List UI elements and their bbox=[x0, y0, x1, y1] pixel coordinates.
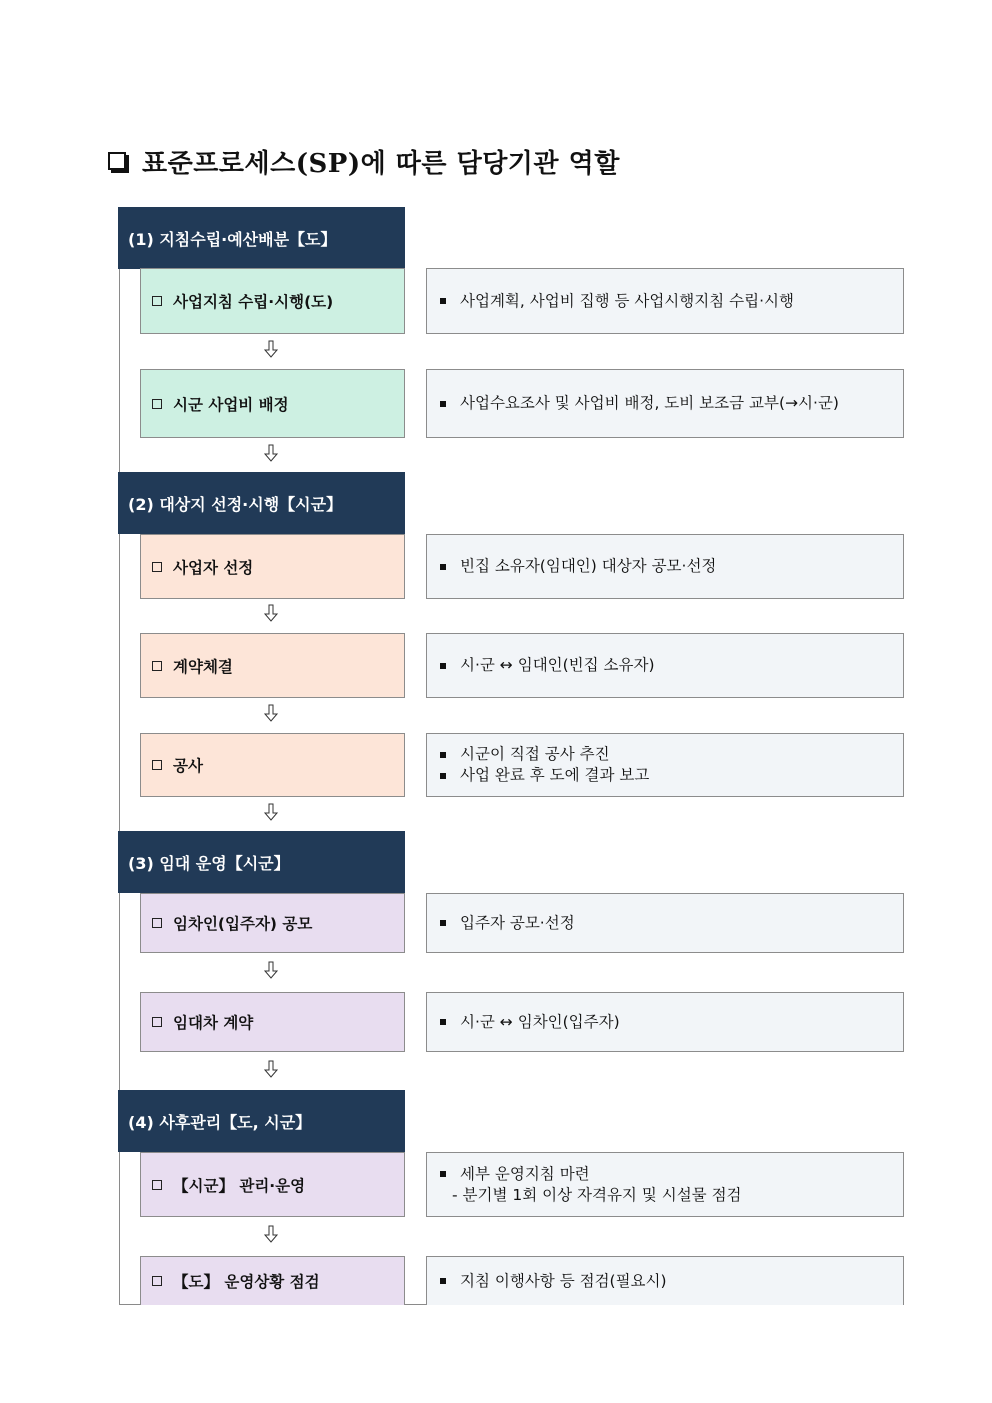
description-subtext: - 분기별 1회 이상 자격유지 및 시설물 점검 bbox=[452, 1185, 742, 1204]
down-arrow-icon bbox=[263, 803, 279, 821]
description-box bbox=[426, 1256, 904, 1305]
square-icon bbox=[152, 296, 162, 306]
checkbox-icon bbox=[108, 152, 126, 170]
square-icon bbox=[152, 1180, 162, 1190]
description-box bbox=[426, 1152, 904, 1217]
down-arrow-icon bbox=[263, 961, 279, 979]
description-text: 시군이 직접 공사 추진 bbox=[460, 745, 610, 763]
step-label: 공사 bbox=[173, 757, 203, 775]
step-box bbox=[140, 369, 405, 438]
stage-header-4: (4) 사후관리【도, 시군】 bbox=[118, 1090, 405, 1152]
square-icon bbox=[152, 661, 162, 671]
step-label: 【도】 운영상황 점검 bbox=[173, 1273, 320, 1291]
description-text: 사업 완료 후 도에 결과 보고 bbox=[460, 766, 650, 784]
description-text: 입주자 공모·선정 bbox=[460, 913, 575, 932]
bullet-icon bbox=[440, 920, 446, 926]
bullet-icon bbox=[440, 298, 446, 304]
stage-header-1: (1) 지침수립·예산배분【도】 bbox=[118, 207, 405, 269]
description-box bbox=[426, 733, 904, 797]
description-text: 사업계획, 사업비 집행 등 사업시행지침 수립·시행 bbox=[460, 291, 794, 310]
page-title-text: 표준프로세스(SP)에 따른 담당기관 역할 bbox=[142, 149, 620, 179]
down-arrow-icon bbox=[263, 340, 279, 358]
step-box bbox=[140, 268, 405, 334]
square-icon bbox=[152, 1276, 162, 1286]
step-box bbox=[140, 992, 405, 1052]
step-box bbox=[140, 633, 405, 698]
step-box bbox=[140, 1152, 405, 1217]
step-label: 사업자 선정 bbox=[173, 558, 254, 577]
description-text: 빈집 소유자(임대인) 대상자 공모·선정 bbox=[460, 557, 717, 575]
step-box bbox=[140, 534, 405, 599]
description-text: 사업수요조사 및 사업비 배정, 도비 보조금 교부(→시·군) bbox=[460, 394, 839, 412]
step-label: 사업지침 수립·시행(도) bbox=[173, 293, 334, 311]
bullet-icon bbox=[440, 663, 446, 669]
description-text: 지침 이행사항 등 점검(필요시) bbox=[460, 1271, 667, 1290]
description-box bbox=[426, 369, 904, 438]
bullet-icon bbox=[440, 1171, 446, 1177]
stage-header-2: (2) 대상지 선정·시행【시군】 bbox=[118, 472, 405, 534]
bullet-icon bbox=[440, 1278, 446, 1284]
down-arrow-icon bbox=[263, 604, 279, 622]
stage-header-3: (3) 임대 운영【시군】 bbox=[118, 831, 405, 893]
description-box bbox=[426, 534, 904, 599]
bullet-icon bbox=[440, 1019, 446, 1025]
step-box bbox=[140, 893, 405, 953]
down-arrow-icon bbox=[263, 704, 279, 722]
step-label: 임차인(입주자) 공모 bbox=[173, 915, 313, 933]
down-arrow-icon bbox=[263, 1225, 279, 1243]
down-arrow-icon bbox=[263, 444, 279, 462]
description-text: 세부 운영지침 마련 bbox=[460, 1164, 590, 1183]
description-text: 시·군 ↔ 임대인(빈집 소유자) bbox=[460, 656, 655, 674]
description-text: 시·군 ↔ 임차인(입주자) bbox=[460, 1012, 620, 1031]
square-icon bbox=[152, 918, 162, 928]
bullet-icon bbox=[440, 752, 446, 758]
step-box bbox=[140, 733, 405, 797]
square-icon bbox=[152, 562, 162, 572]
description-box bbox=[426, 268, 904, 334]
down-arrow-icon bbox=[263, 1060, 279, 1078]
bullet-icon bbox=[440, 773, 446, 779]
square-icon bbox=[152, 399, 162, 409]
step-label: 임대차 계약 bbox=[173, 1014, 254, 1032]
description-box bbox=[426, 992, 904, 1052]
step-label: 계약체결 bbox=[173, 657, 233, 676]
step-label: 시군 사업비 배정 bbox=[173, 395, 289, 414]
description-box bbox=[426, 633, 904, 698]
bullet-icon bbox=[440, 564, 446, 570]
page-title bbox=[108, 143, 620, 180]
square-icon bbox=[152, 760, 162, 770]
bullet-icon bbox=[440, 401, 446, 407]
step-box bbox=[140, 1256, 405, 1305]
square-icon bbox=[152, 1017, 162, 1027]
description-box bbox=[426, 893, 904, 953]
step-label: 【시군】 관리·운영 bbox=[173, 1176, 306, 1195]
